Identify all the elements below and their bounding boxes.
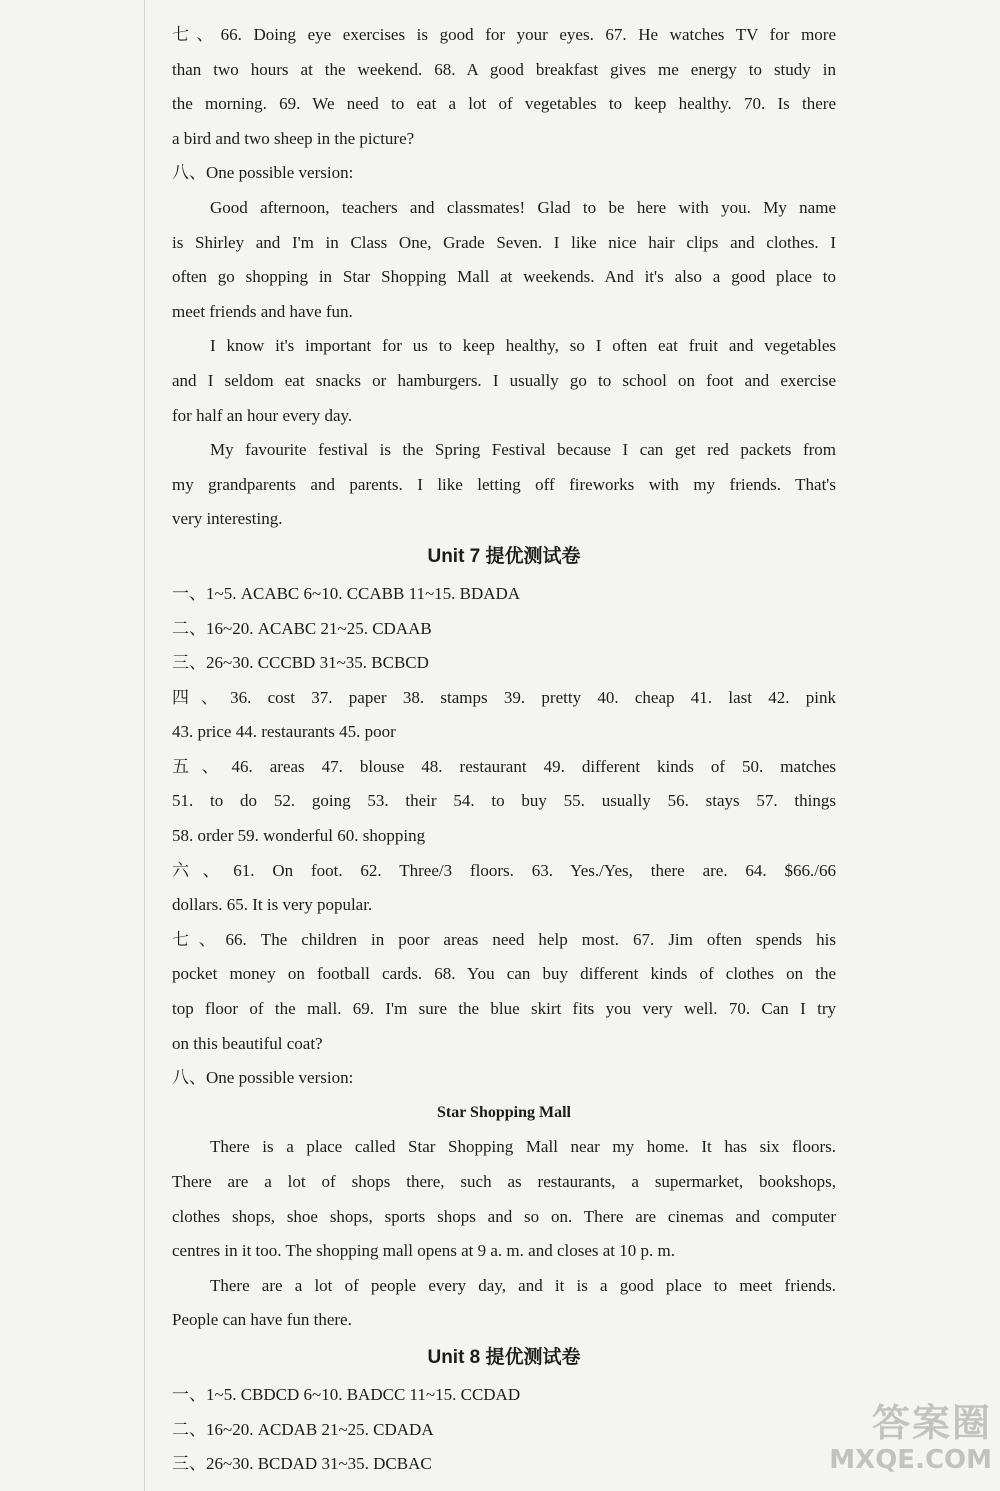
answer-line: 51. to do 52. going 53. their 54. to buy 55. usually 56. stays 57. things bbox=[172, 791, 836, 811]
text-line: a bird and two sheep in the picture? bbox=[172, 128, 415, 148]
text-line: There are a lot of people every day, and it is a good place to meet friends. bbox=[210, 1275, 836, 1295]
watermark-bottom-text: MXQE.COM bbox=[829, 1445, 992, 1475]
site-watermark-logo bbox=[802, 1401, 992, 1485]
text-line: centres in it too. The shopping mall opens at 9 a. m. and closes at 10 p. m. bbox=[172, 1241, 675, 1261]
answer-line: top floor of the mall. 69. I'm sure the blue skirt fits you very well. 70. Can I try bbox=[172, 999, 836, 1019]
answer-line: on this beautiful coat? bbox=[172, 1033, 323, 1053]
answer-line: 六、61. On foot. 62. Three/3 floors. 63. Yes./Yes, there are. 64. $66./66 bbox=[172, 860, 836, 880]
text-line: There are a lot of shops there, such as restaurants, a supermarket, bookshops, bbox=[172, 1172, 836, 1191]
answer-line: 58. order 59. wonderful 60. shopping bbox=[172, 826, 426, 846]
text-line: than two hours at the weekend. 68. A good breakfast gives me energy to study in bbox=[172, 59, 836, 79]
unit7-heading: Unit 7 提优测试卷 bbox=[427, 545, 581, 567]
unit8-heading: Unit 8 提优测试卷 bbox=[427, 1346, 581, 1368]
answer-line: 二、16~20. ACDAB 21~25. CDADA bbox=[172, 1419, 434, 1439]
answer-line: pocket money on football cards. 68. You can buy different kinds of clothes on the bbox=[172, 964, 836, 984]
text-line: clothes shops, shoe shops, sports shops and so on. There are cinemas and computer bbox=[172, 1206, 836, 1226]
text-line: my grandparents and parents. I like letting off fireworks with my friends. That's bbox=[172, 474, 836, 494]
answer-line: 43. price 44. restaurants 45. poor bbox=[172, 722, 396, 742]
text-line: and I seldom eat snacks or hamburgers. I usually go to school on foot and exercise bbox=[172, 370, 836, 390]
text-line: very interesting. bbox=[172, 509, 283, 529]
section-label: 八、One possible version: bbox=[172, 1068, 354, 1088]
watermark-top-text: 答案圈 bbox=[871, 1401, 992, 1445]
text-line: There is a place called Star Shopping Mall near my home. It has six floors. bbox=[210, 1137, 836, 1157]
text-line: often go shopping in Star Shopping Mall at weekends. And it's also a good place to bbox=[172, 267, 836, 287]
answer-line: 五、46. areas 47. blouse 48. restaurant 49. different kinds of 50. matches bbox=[172, 756, 836, 776]
text-line: Good afternoon, teachers and classmates! Glad to be here with you. My name bbox=[210, 197, 836, 217]
answer-line: 三、26~30. CCCBD 31~35. BCBCD bbox=[172, 653, 429, 673]
page-content bbox=[172, 18, 836, 1482]
answer-line: 一、1~5. CBDCD 6~10. BADCC 11~15. CCDAD bbox=[172, 1384, 521, 1404]
answer-line: 三、26~30. BCDAD 31~35. DCBAC bbox=[172, 1454, 432, 1474]
answer-line: 二、16~20. ACABC 21~25. CDAAB bbox=[172, 618, 432, 638]
text-line: I know it's important for us to keep healthy, so I often eat fruit and vegetables bbox=[210, 336, 836, 356]
left-margin-rule bbox=[144, 0, 145, 1491]
text-line: the morning. 69. We need to eat a lot of vegetables to keep healthy. 70. Is there bbox=[172, 94, 836, 114]
essay-title: Star Shopping Mall bbox=[437, 1103, 571, 1121]
section-label: 八、One possible version: bbox=[172, 163, 354, 183]
text-line: is Shirley and I'm in Class One, Grade Seven. I like nice hair clips and clothes. I bbox=[172, 232, 836, 252]
text-line: meet friends and have fun. bbox=[172, 301, 353, 321]
answer-line: 七、66. The children in poor areas need help most. 67. Jim often spends his bbox=[172, 929, 836, 949]
answer-line: dollars. 65. It is very popular. bbox=[172, 895, 373, 915]
text-line: 七、66. Doing eye exercises is good for your eyes. 67. He watches TV for more bbox=[172, 25, 836, 44]
answer-line: 四、36. cost 37. paper 38. stamps 39. pretty 40. cheap 41. last 42. pink bbox=[172, 687, 836, 707]
text-line: My favourite festival is the Spring Festival because I can get red packets from bbox=[210, 440, 836, 460]
text-line: People can have fun there. bbox=[172, 1310, 352, 1330]
text-line: for half an hour every day. bbox=[172, 405, 353, 425]
answer-line: 一、1~5. ACABC 6~10. CCABB 11~15. BDADA bbox=[172, 583, 521, 603]
